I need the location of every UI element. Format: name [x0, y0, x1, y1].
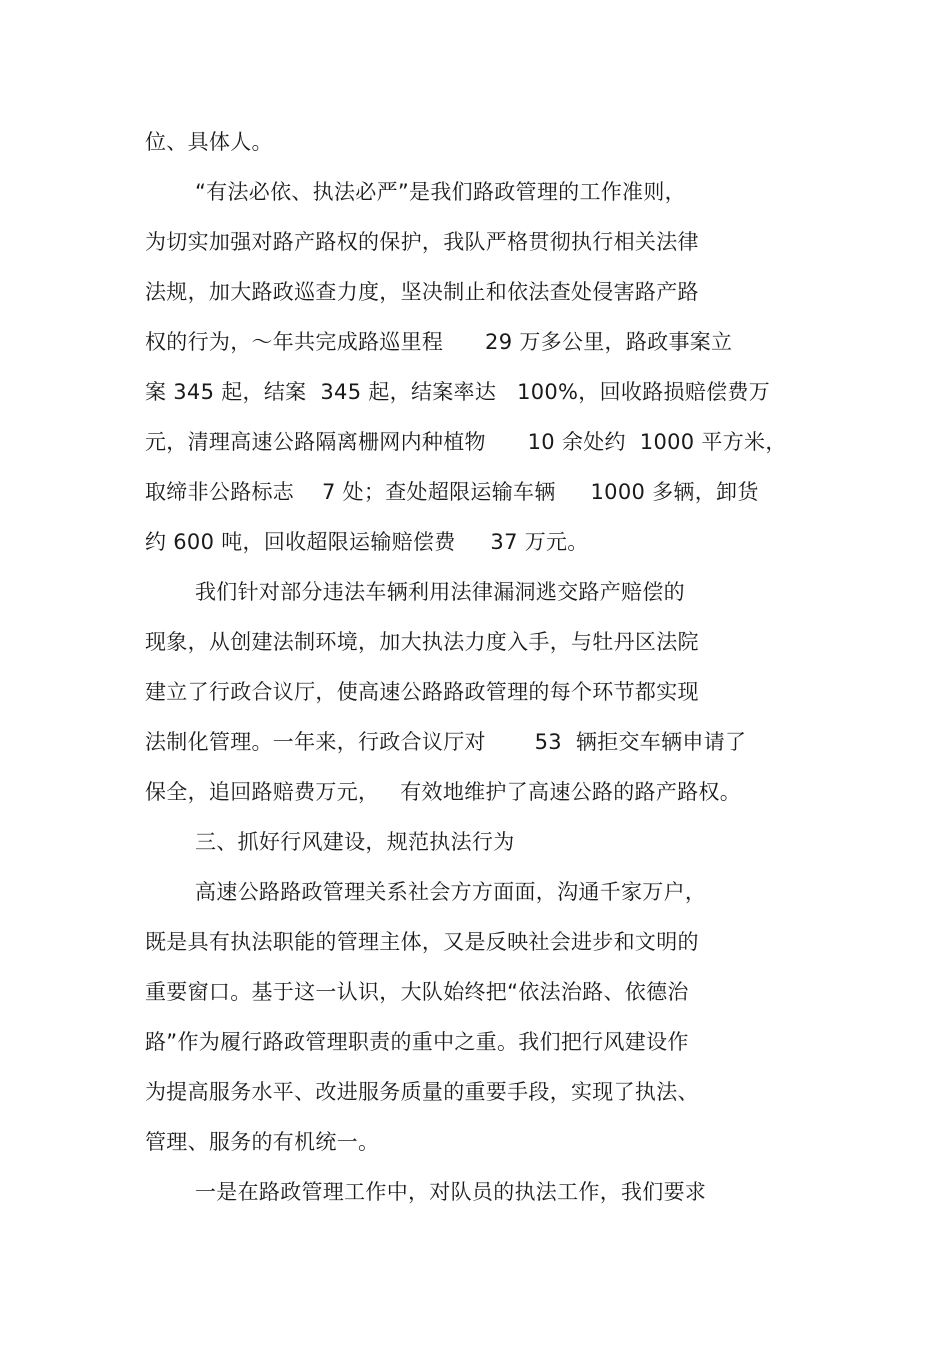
- text-line: 重要窗口。基于这一认识，大队始终把“依法治路、依德治: [145, 980, 689, 1004]
- text-line: 为切实加强对路产路权的保护，我队严格贯彻执行相关法律: [145, 230, 699, 254]
- text-line: 权的行为，～年共完成路巡里程 29 万多公里，路政事案立: [145, 330, 733, 354]
- text-line: 路”作为履行路政管理职责的重中之重。我们把行风建设作: [145, 1030, 689, 1054]
- text-line: 建立了行政合议厅，使高速公路路政管理的每个环节都实现: [145, 680, 699, 704]
- section-heading: 三、抓好行风建设，规范执法行为: [195, 830, 515, 854]
- text-line: 法制化管理。一年来，行政合议厅对 53 辆拒交车辆申请了: [145, 730, 747, 754]
- text-line: 位、具体人。: [145, 130, 273, 154]
- text-line: 我们针对部分违法车辆利用法律漏洞逃交路产赔偿的: [195, 580, 685, 604]
- text-line: 案 345 起，结案 345 起，结案率达 100%，回收路损赔偿费万: [145, 380, 771, 404]
- text-line: 既是具有执法职能的管理主体，又是反映社会进步和文明的: [145, 930, 699, 954]
- text-line: “有法必依、执法必严”是我们路政管理的工作准则，: [195, 180, 686, 204]
- text-line: 管理、服务的有机统一。: [145, 1130, 380, 1154]
- text-line: 元，清理高速公路隔离栅网内种植物 10 余处约 1000 平方米，: [145, 430, 787, 454]
- text-line: 保全，追回路赔费万元， 有效地维护了高速公路的路产路权。: [145, 780, 742, 804]
- text-line: 现象，从创建法制环境，加大执法力度入手，与牡丹区法院: [145, 630, 699, 654]
- text-line: 一是在路政管理工作中，对队员的执法工作，我们要求: [195, 1180, 707, 1204]
- text-line: 法规，加大路政巡查力度，坚决制止和依法查处侵害路产路: [145, 280, 699, 304]
- text-line: 为提高服务水平、改进服务质量的重要手段，实现了执法、: [145, 1080, 699, 1104]
- text-line: 高速公路路政管理关系社会方方面面，沟通千家万户，: [195, 880, 707, 904]
- text-line: 约 600 吨，回收超限运输赔偿费 37 万元。: [145, 530, 589, 554]
- text-line: 取缔非公路标志 7 处；查处超限运输车辆 1000 多辆，卸货: [145, 480, 759, 504]
